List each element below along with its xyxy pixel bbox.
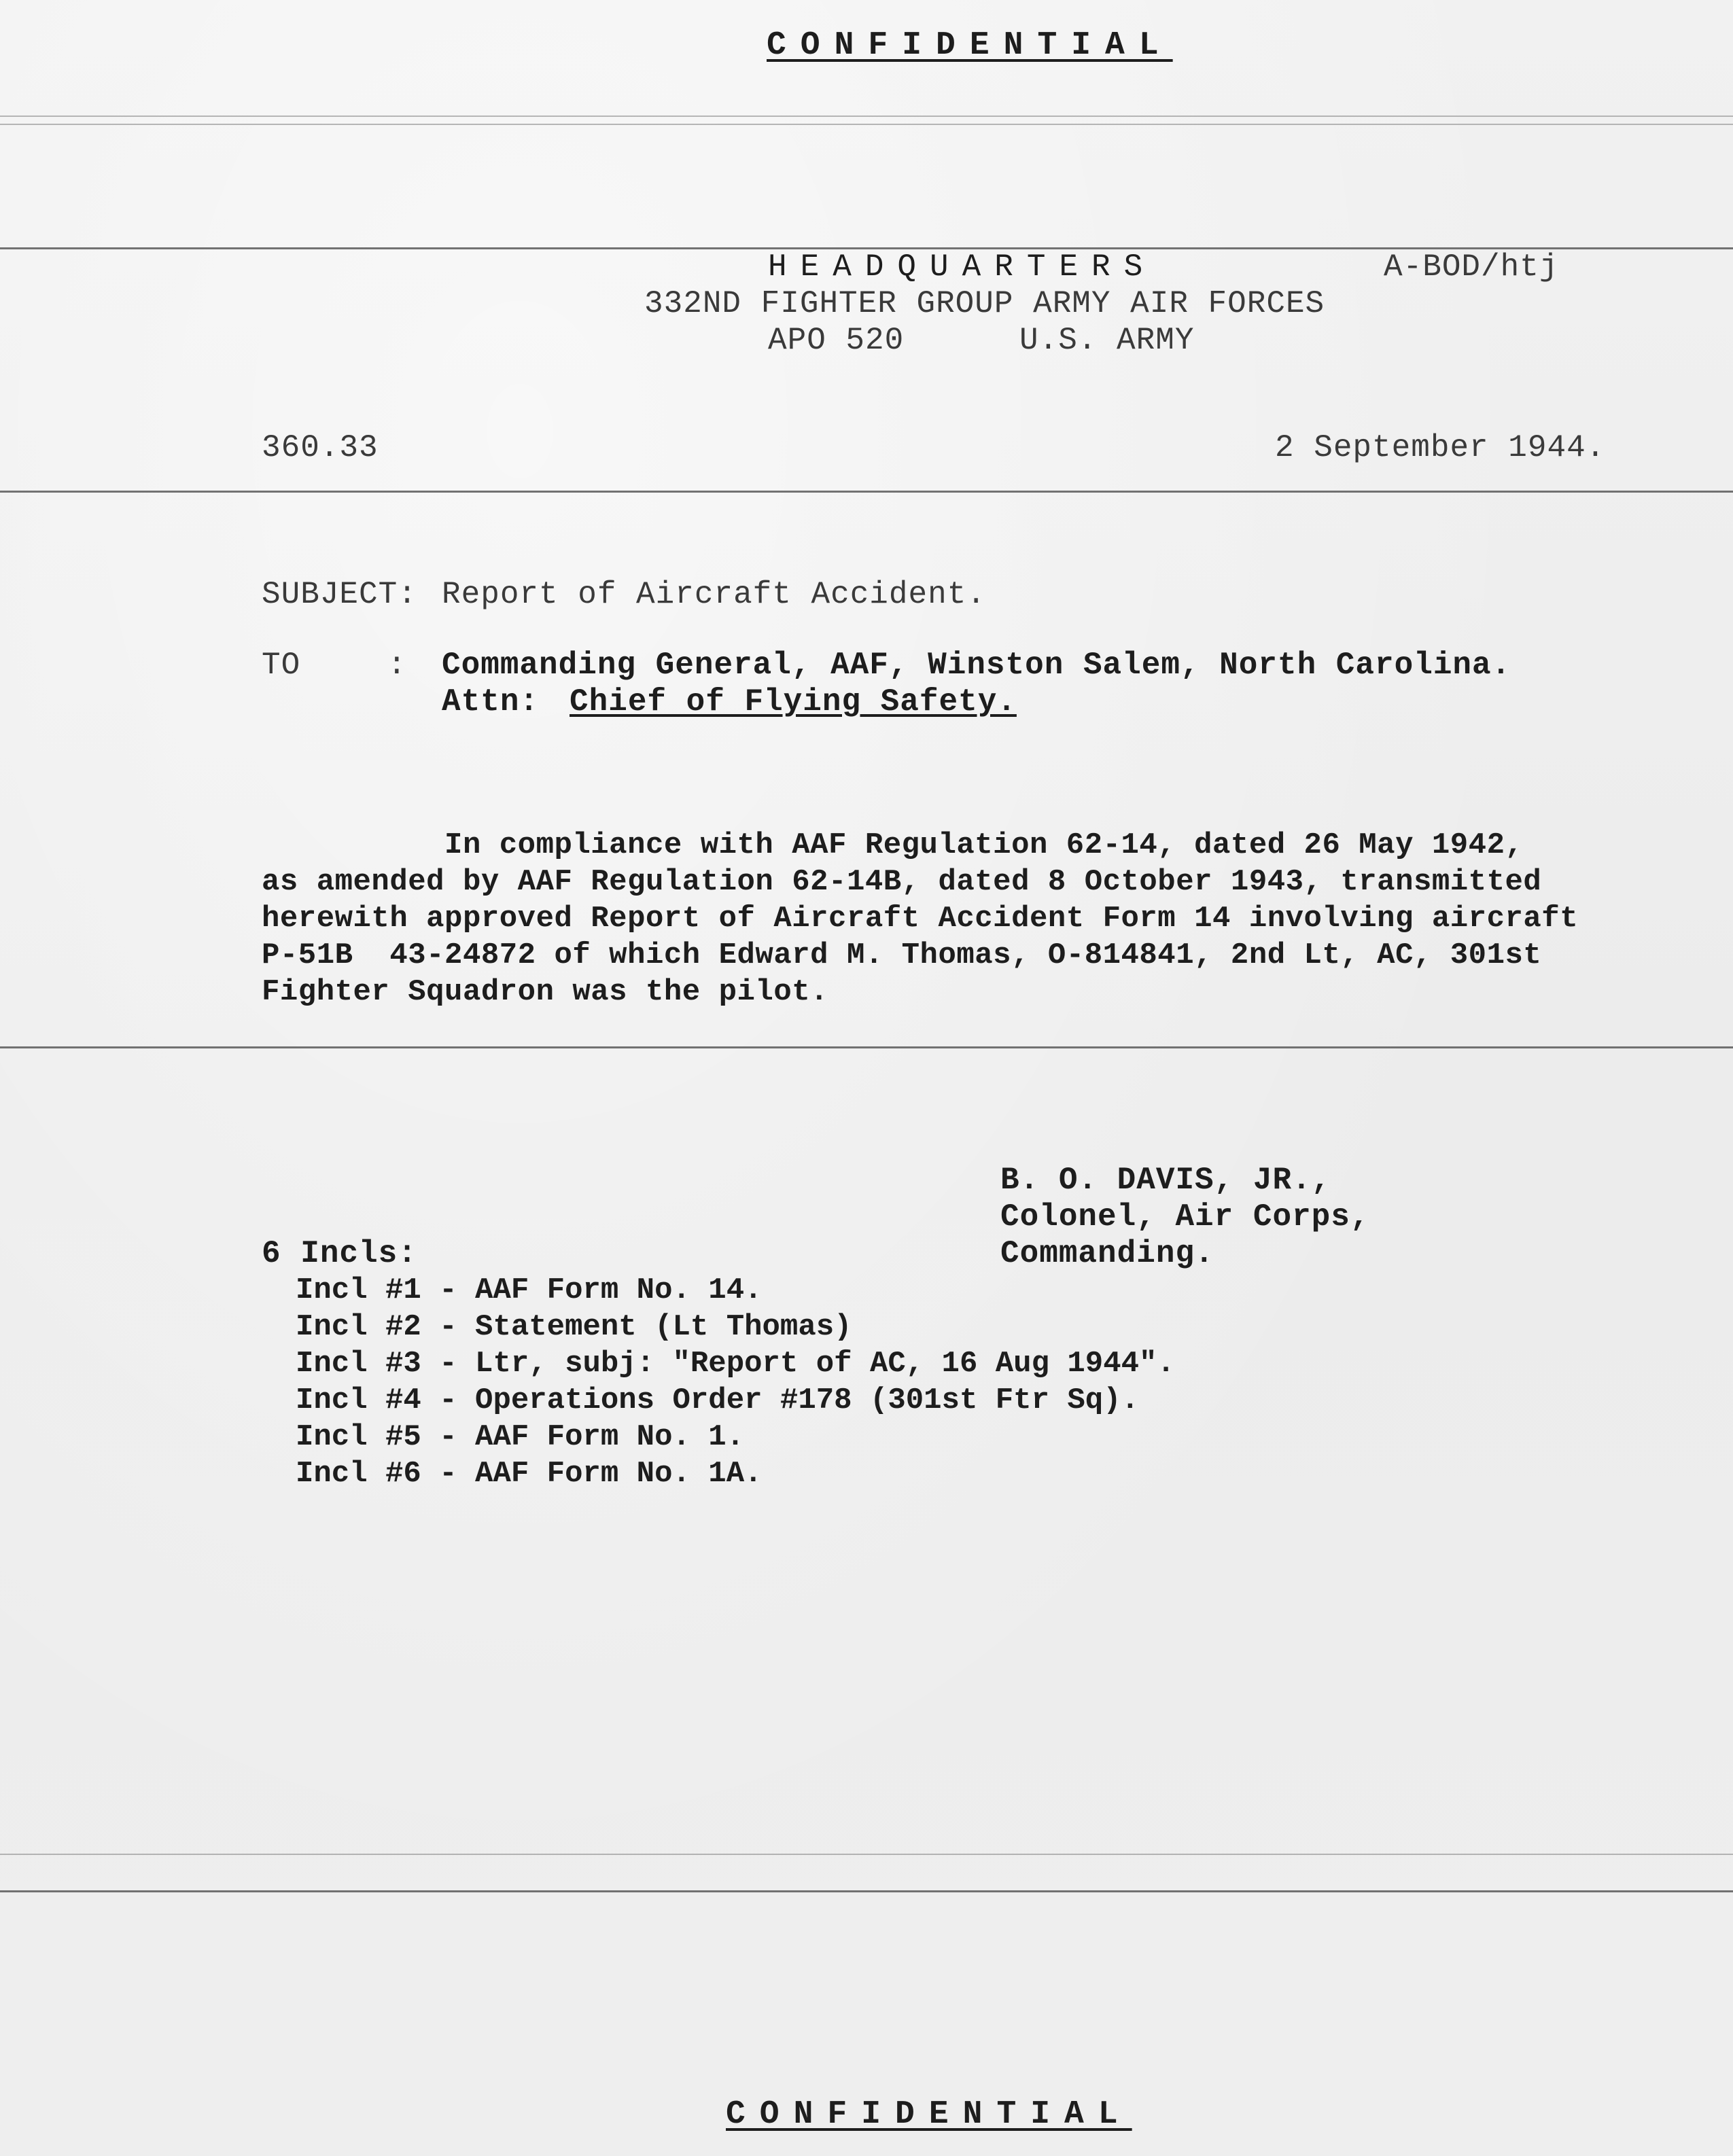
inclosure-item: Incl #6 - AAF Form No. 1A. [296, 1457, 763, 1491]
body-line: as amended by AAF Regulation 62-14B, dated 8 October 1943, transmitted [262, 865, 1542, 899]
to-label: TO [262, 648, 301, 683]
inclosure-item: Incl #5 - AAF Form No. 1. [296, 1420, 745, 1454]
signature-rank: Colonel, Air Corps, [1000, 1199, 1370, 1235]
body-line: P-51B 43-24872 of which Edward M. Thomas, O-814841, 2nd Lt, AC, 301st [262, 938, 1542, 972]
body-paragraph [262, 827, 1621, 1010]
inclosure-item: Incl #4 - Operations Order #178 (301st Ftr Sq). [296, 1383, 1140, 1417]
inclosures-heading: 6 Incls: [262, 1236, 417, 1271]
signature-title: Commanding. [1000, 1236, 1214, 1271]
fold-line [0, 1854, 1733, 1855]
signature-name: B. O. DAVIS, JR., [1000, 1163, 1331, 1198]
attn-text: Chief of Flying Safety. [570, 684, 1017, 720]
letter-date: 2 September 1944. [1275, 430, 1606, 465]
letterhead-unit: 332ND FIGHTER GROUP ARMY AIR FORCES [644, 286, 1325, 321]
fold-line [0, 124, 1733, 125]
body-line: herewith approved Report of Aircraft Accident Form 14 involving aircraft [262, 902, 1579, 936]
attn-label: Attn: [442, 684, 540, 720]
letterhead-army: U.S. ARMY [1019, 323, 1195, 358]
inclosure-item: Incl #3 - Ltr, subj: "Report of AC, 16 Aug 1944". [296, 1347, 1175, 1381]
body-line: In compliance with AAF Regulation 62-14, dated 26 May 1942, [262, 828, 1524, 862]
letterhead-title: HEADQUARTERS [768, 249, 1157, 285]
to-colon: : [387, 648, 407, 683]
file-code: A-BOD/htj [1384, 249, 1559, 285]
subject-label: SUBJECT: [262, 577, 417, 612]
file-number: 360.33 [262, 430, 379, 465]
letterhead-apo: APO 520 [768, 323, 905, 358]
inclosure-item: Incl #1 - AAF Form No. 14. [296, 1273, 763, 1307]
classification-top: CONFIDENTIAL [767, 27, 1173, 64]
inclosure-item: Incl #2 - Statement (Lt Thomas) [296, 1310, 852, 1344]
fold-line [0, 491, 1733, 493]
fold-line [0, 1046, 1733, 1048]
classification-bottom: CONFIDENTIAL [726, 2096, 1132, 2133]
fold-line [0, 1890, 1733, 1892]
fold-line [0, 116, 1733, 117]
to-text: Commanding General, AAF, Winston Salem, North Carolina. [442, 648, 1511, 683]
subject-text: Report of Aircraft Accident. [442, 577, 986, 612]
body-line: Fighter Squadron was the pilot. [262, 975, 829, 1009]
